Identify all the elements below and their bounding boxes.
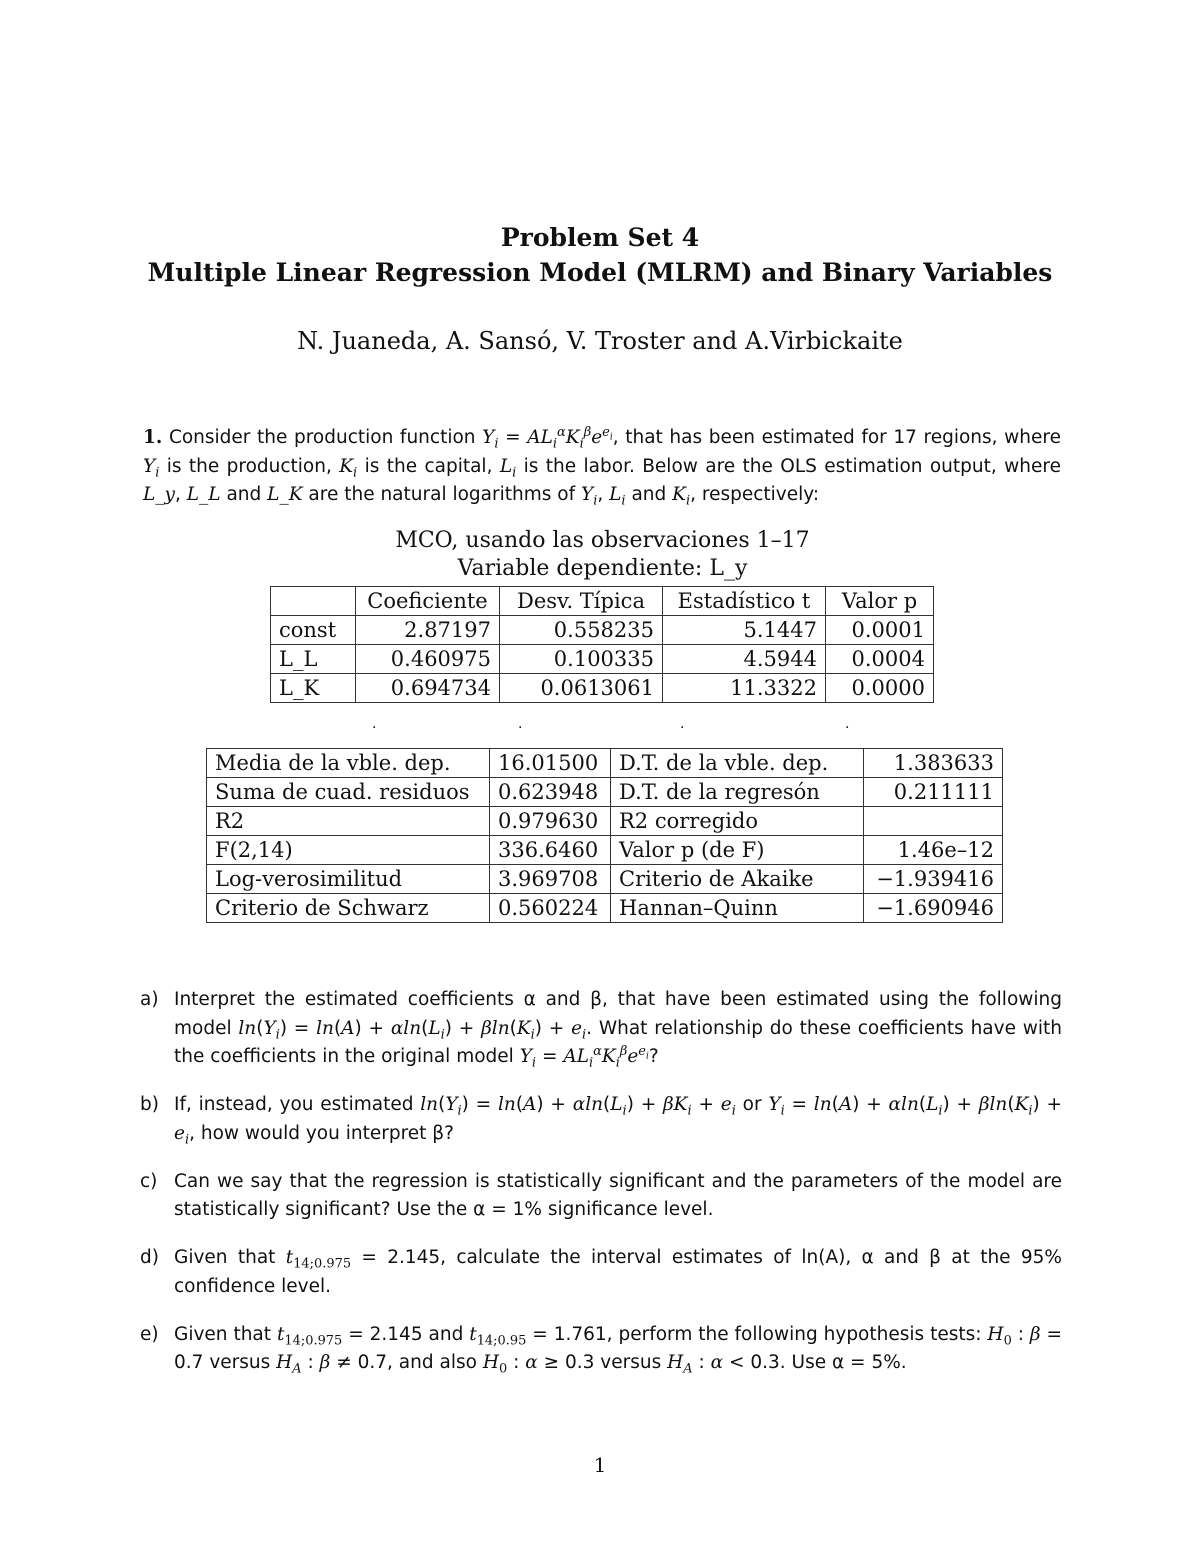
regression-statistics-table [206,748,1003,923]
table-row: F(2,14) 336.6460 Valor p (de F) 1.46e–12 [207,836,1003,865]
table-row: const 2.87197 0.558235 5.1447 0.0001 [271,616,934,645]
question-c: c) Can we say that the regression is statistically significant and the parameters of the model are statistically significant? Use the α = 1% significance level. [140,1170,1062,1220]
table-row: Suma de cuad. residuos 0.623948 D.T. de la regresón 0.211111 [207,778,1003,807]
authors: N. Juaneda, A. Sansó, V. Troster and A.Virbickaite [297,327,903,355]
dot-mark: · [845,720,850,736]
problem-1-intro: 1. Consider the production function $Y_i = AL_i^\alpha K_i^\beta e^{e_i}$, that has been estimated for 17 regions, where $Y_i$ is the production, $K_i$ is the capital, $L_i$ is the labor. Below are the OLS estimation output, where L_y, L_L and L_K are the natural logarithms of $Y_i$, $L_i$ and $K_i$, respectively: [143,424,1061,509]
question-d: d) Given that $t_{14;0.975} = 2.145$, calculate the interval estimates of ln(A), α and β at the 95% confidence level. [140,1247,1062,1297]
dot-mark: · [372,720,377,736]
table-row: L_K 0.694734 0.0613061 11.3322 0.0000 [271,674,934,703]
question-b: b) If, instead, you estimated $\ln(Y_i) = \ln(A) + \alpha\ln(L_i) + \beta K_i + e_i$ or $Y_i = \ln(A) + \alpha\ln(L_i) + \beta\ln(K_i) + e_i$, how would you interpret β? [140,1094,1063,1148]
dot-mark: · [518,720,523,736]
table-row: Media de la vble. dep. 16.01500 D.T. de la vble. dep. 1.383633 [207,749,1003,778]
table-caption: MCO, usando las observaciones 1–17 [395,528,810,553]
dot-mark: · [680,720,685,736]
question-a: a) Interpret the estimated coefficients α and β, that have been estimated using the following model $\ln(Y_i) = \ln(A) + \alpha\ln(L_i) + \beta\ln(K_i) + e_i$. What relationship do these coefficients have with the coefficients in the original model $Y_i = AL_i^\alpha K_i^\beta e^{e_i}$? [140,989,1062,1071]
page-subtitle: Multiple Linear Regression Model (MLRM) and Binary Variables [147,258,1053,287]
table-row: R2 0.979630 R2 corregido [207,807,1003,836]
table-header-row: Coeficiente Desv. Típica Estadístico t Valor p [271,587,934,616]
question-list [140,986,1062,1397]
question-e: e) Given that $t_{14;0.975} = 2.145$ and $t_{14;0.95} = 1.761$, perform the following hypothesis tests: $H_0$ : β = 0.7 versus $H_A$ : β ≠ 0.7, and also $H_0$ : α ≥ 0.3 versus $H_A$ : α < 0.3. Use α = 5%. [140,1323,1063,1377]
table-subcaption: Variable dependiente: L_y [457,556,748,581]
ols-coefficients-table [270,586,934,703]
page-number: 1 [593,1453,607,1477]
table-row: Log-verosimilitud 3.969708 Criterio de Akaike −1.939416 [207,865,1003,894]
table-row: L_L 0.460975 0.100335 4.5944 0.0004 [271,645,934,674]
problem-number: 1. [143,427,163,448]
table-row: Criterio de Schwarz 0.560224 Hannan–Quinn −1.690946 [207,894,1003,923]
page-title: Problem Set 4 [500,223,700,252]
